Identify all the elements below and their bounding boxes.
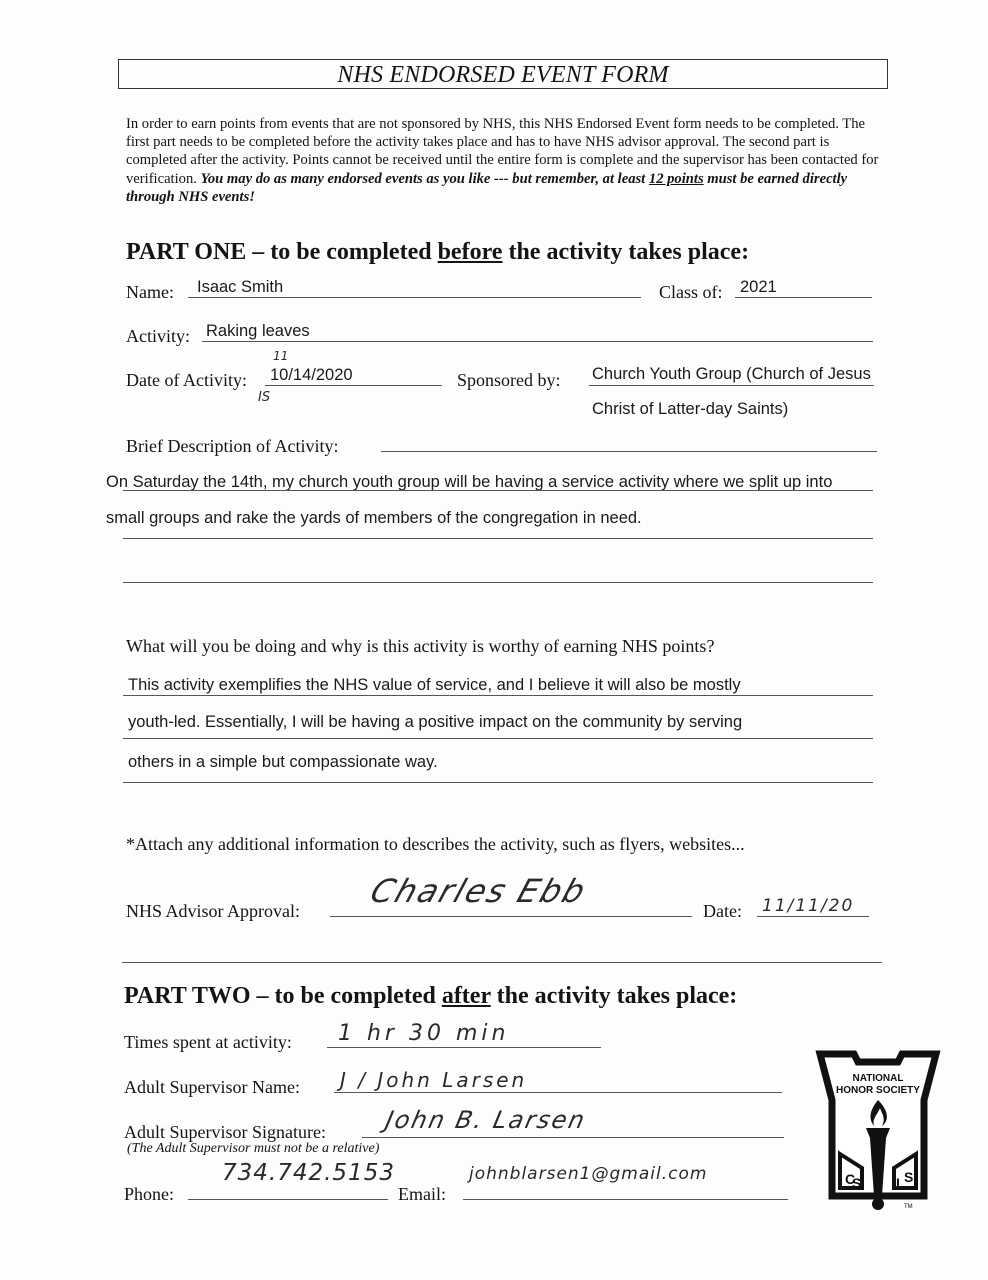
name-label: Name: — [126, 282, 174, 302]
class-of-underline — [735, 297, 872, 298]
intro-paragraph — [126, 115, 886, 206]
relative-note: (The Adult Supervisor must not be a relative) — [127, 1141, 380, 1156]
intro-emphasis-1: You may do as many endorsed events as you like --- but remember, at least — [200, 170, 649, 187]
advisor-signature[interactable]: Charles Ebb — [365, 872, 592, 910]
supervisor-signature[interactable]: John B. Larsen — [383, 1106, 589, 1134]
description-underline-0 — [381, 451, 877, 452]
part-two-heading-prefix: PART TWO – to be completed — [124, 983, 442, 1009]
worthy-underline-2 — [123, 738, 873, 739]
part-one-heading-suffix: the activity takes place: — [502, 239, 750, 265]
logo-letter-s1: S — [852, 1175, 862, 1191]
time-spent-field[interactable]: 1 hr 30 min — [338, 1021, 510, 1046]
date-of-activity-underline — [265, 385, 442, 386]
phone-underline — [188, 1199, 388, 1200]
logo-text-line2: HONOR SOCIETY — [836, 1085, 920, 1096]
date-correction-initials: IS — [258, 390, 271, 405]
activity-field[interactable]: Raking leaves — [206, 322, 310, 340]
worthy-underline-1 — [123, 695, 873, 696]
sponsored-by-field-line2[interactable]: Christ of Latter-day Saints) — [592, 400, 789, 418]
part-one-heading-prefix: PART ONE – to be completed — [126, 239, 438, 265]
logo-letter-c: C — [845, 1171, 856, 1187]
time-spent-label: Times spent at activity: — [124, 1032, 292, 1052]
advisor-date-underline — [757, 916, 869, 917]
class-of-label: Class of: — [659, 282, 723, 302]
intro-points-requirement: 12 points — [648, 170, 704, 187]
logo-letter-l: L — [896, 1175, 905, 1191]
logo-trademark: TM — [904, 1204, 913, 1210]
intro-emphasis-2: must be earned directly through NHS events! — [126, 170, 848, 205]
part-two-heading-suffix: the activity takes place: — [490, 983, 738, 1009]
name-underline — [188, 297, 641, 298]
supervisor-name-field[interactable]: J / John Larsen — [340, 1068, 528, 1092]
time-spent-underline — [327, 1047, 601, 1048]
worthy-line-2[interactable]: youth-led. Essentially, I will be having a positive impact on the community by serving — [128, 713, 743, 731]
description-line-1[interactable]: On Saturday the 14th, my church youth group will be having a service activity where we split up into — [106, 473, 833, 491]
description-line-2[interactable]: small groups and rake the yards of members of the congregation in need. — [106, 509, 642, 527]
phone-field[interactable]: 734.742.5153 — [222, 1160, 395, 1186]
worthy-line-3[interactable]: others in a simple but compassionate way. — [128, 753, 438, 771]
worthy-line-1[interactable]: This activity exemplifies the NHS value of service, and I believe it will also be mostly — [128, 676, 741, 694]
name-field[interactable]: Isaac Smith — [197, 278, 284, 296]
worthy-underline-3 — [123, 782, 873, 783]
intro-text: In order to earn points from events that are not sponsored by NHS, this NHS Endorsed Event form needs to be completed. The first part needs to be completed before the activity takes place and has to have NHS advisor approval. The second part is completed after the activity. Points cannot be received until the entire form is complete and the supervisor has been contacted for verification. — [126, 116, 879, 187]
description-underline-1 — [123, 490, 873, 491]
sponsored-by-underline — [589, 385, 874, 386]
supervisor-signature-underline — [362, 1137, 784, 1138]
email-underline — [463, 1199, 788, 1200]
advisor-approval-underline — [330, 916, 692, 917]
nhs-logo — [812, 1048, 944, 1216]
phone-label: Phone: — [124, 1184, 175, 1204]
worthy-question: What will you be doing and why is this activity is worthy of earning NHS points? — [126, 636, 715, 656]
section-divider — [122, 962, 882, 963]
nhs-keystone-emblem — [812, 1048, 944, 1216]
logo-letter-s2: S — [904, 1169, 914, 1185]
description-underline-3 — [123, 582, 873, 583]
sponsored-by-label: Sponsored by: — [457, 370, 561, 390]
supervisor-name-label: Adult Supervisor Name: — [124, 1077, 300, 1097]
class-of-field[interactable]: 2021 — [740, 278, 777, 296]
advisor-date-field[interactable]: 11/11/20 — [762, 896, 855, 916]
part-one-heading-emphasis: before — [437, 239, 503, 265]
torch-base-icon — [872, 1198, 884, 1210]
torch-cup-icon — [866, 1128, 890, 1138]
date-of-activity-field[interactable]: 10/14/2020 — [270, 366, 353, 384]
supervisor-signature-label: Adult Supervisor Signature: — [124, 1122, 326, 1142]
advisor-date-label: Date: — [703, 901, 742, 921]
part-one-heading — [126, 238, 749, 266]
description-label: Brief Description of Activity: — [126, 436, 339, 456]
logo-text-line1: NATIONAL — [852, 1073, 904, 1084]
part-two-heading — [124, 982, 737, 1010]
part-two-heading-emphasis: after — [441, 983, 491, 1009]
form-title-box — [118, 59, 888, 89]
date-of-activity-label: Date of Activity: — [126, 370, 247, 390]
email-label: Email: — [398, 1184, 446, 1204]
activity-underline — [202, 341, 873, 342]
advisor-approval-label: NHS Advisor Approval: — [126, 901, 301, 921]
activity-label: Activity: — [126, 326, 190, 346]
form-title: NHS ENDORSED EVENT FORM — [337, 62, 669, 88]
supervisor-name-underline — [334, 1092, 782, 1093]
email-field[interactable]: johnblarsen1@gmail.com — [469, 1164, 708, 1184]
date-correction-mark: 11 — [273, 349, 289, 363]
sponsored-by-field-line1[interactable]: Church Youth Group (Church of Jesus — [592, 365, 871, 383]
attach-note: *Attach any additional information to describes the activity, such as flyers, websites... — [126, 834, 745, 854]
description-underline-2 — [123, 538, 873, 539]
